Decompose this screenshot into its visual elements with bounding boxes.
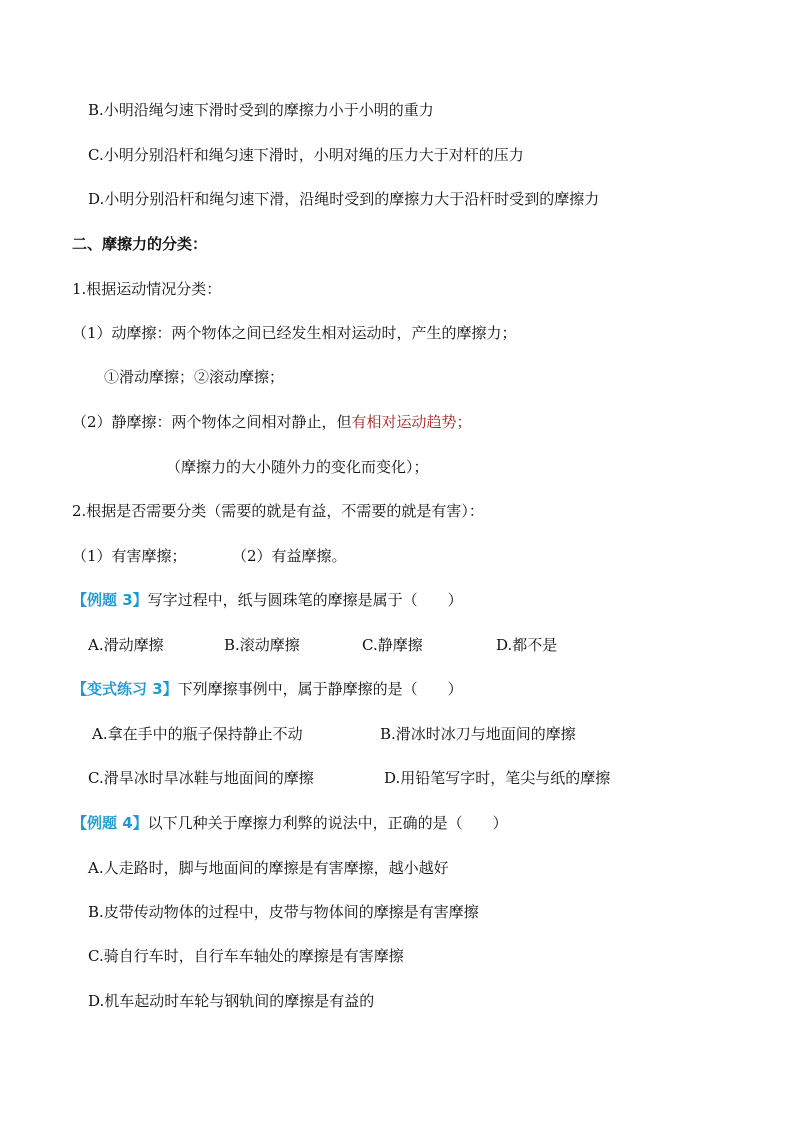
- relative-motion-tendency-highlight: 有相对运动趋势；: [351, 413, 472, 431]
- variant-3-option-b: B.滑冰时冰刀与地面间的摩擦: [380, 725, 576, 743]
- variant-3-text: 下列摩擦事例中，属于静摩擦的是（ ）: [177, 680, 463, 698]
- section-heading: 二、摩擦力的分类：: [72, 235, 208, 253]
- static-friction-note: （摩擦力的大小随外力的变化而变化）；: [166, 458, 429, 476]
- classification-by-need: 2.根据是否需要分类（需要的就是有益，不需要的就是有害）：: [72, 502, 484, 520]
- example-4-tag: 【例题 4】: [72, 814, 148, 832]
- variant-3-option-a: A.拿在手中的瓶子保持静止不动: [92, 725, 303, 743]
- example-4-option-d: D.机车起动时车轮与钢轨间的摩擦是有益的: [88, 992, 375, 1010]
- classification-by-motion: 1.根据运动情况分类：: [72, 280, 222, 298]
- example-4-text: 以下几种关于摩擦力利弊的说法中，正确的是（ ）: [147, 814, 508, 832]
- example-3-option-c: C.静摩擦: [362, 636, 423, 654]
- example-3-option-a: A.滑动摩擦: [88, 636, 164, 654]
- prev-question-option-c: C.小明分别沿杆和绳匀速下滑时，小明对绳的压力大于对杆的压力: [88, 146, 524, 164]
- example-4-option-b: B.皮带传动物体的过程中，皮带与物体间的摩擦是有害摩擦: [88, 903, 479, 921]
- variant-3-tag: 【变式练习 3】: [72, 680, 178, 698]
- example-3-text: 写字过程中，纸与圆珠笔的摩擦是属于（ ）: [147, 591, 463, 609]
- prev-question-option-b: B.小明沿绳匀速下滑时受到的摩擦力小于小明的重力: [88, 101, 434, 119]
- harmful-friction-label: （1）有害摩擦；: [72, 547, 187, 565]
- example-4-option-c: C.骑自行车时，自行车车轴处的摩擦是有害摩擦: [88, 947, 404, 965]
- example-3-tag: 【例题 3】: [72, 591, 148, 609]
- example-4-option-a: A.人走路时，脚与地面间的摩擦是有害摩擦，越小越好: [88, 859, 449, 877]
- example-3-question: [72, 589, 463, 611]
- example-3-option-b: B.滚动摩擦: [224, 636, 300, 654]
- example-3-option-d: D.都不是: [496, 636, 558, 654]
- kinetic-friction-types: ①滑动摩擦；②滚动摩擦；: [104, 368, 285, 386]
- variant-3-option-c: C.滑旱冰时旱冰鞋与地面间的摩擦: [88, 769, 314, 787]
- example-4-question: [72, 812, 508, 834]
- static-friction-definition: [72, 411, 472, 433]
- prev-question-option-d: D.小明分别沿杆和绳匀速下滑，沿绳时受到的摩擦力大于沿杆时受到的摩擦力: [88, 190, 600, 208]
- variant-3-option-d: D.用铅笔写字时，笔尖与纸的摩擦: [384, 769, 611, 787]
- kinetic-friction-definition: （1）动摩擦：两个物体之间已经发生相对运动时，产生的摩擦力；: [72, 324, 517, 342]
- useful-friction-label: （2）有益摩擦。: [232, 547, 347, 565]
- static-friction-text: （2）静摩擦：两个物体之间相对静止，但: [72, 413, 352, 431]
- variant-3-question: [72, 678, 463, 700]
